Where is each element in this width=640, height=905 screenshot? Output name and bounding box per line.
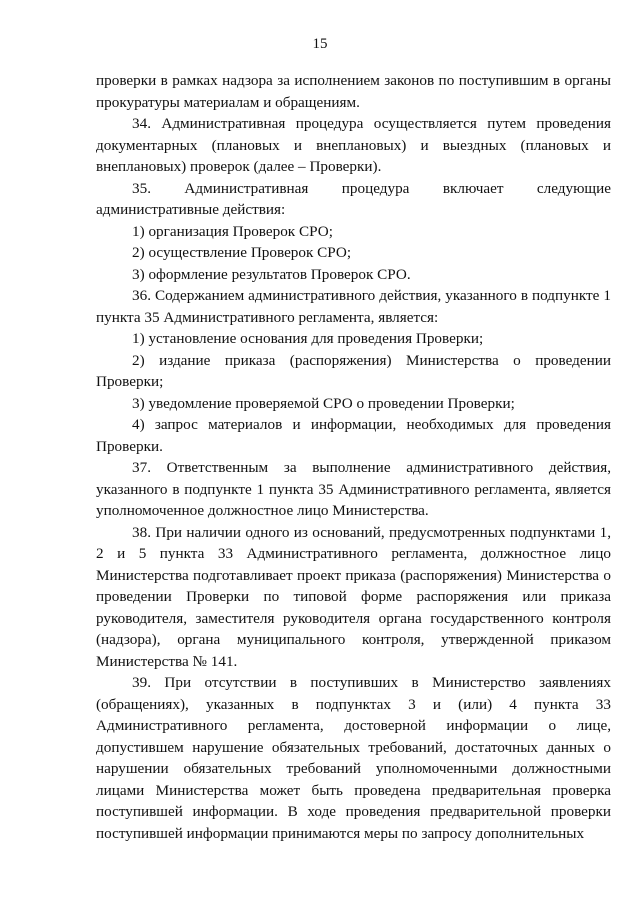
list-item: 1) организация Проверок СРО; — [132, 222, 333, 240]
list-item: 3) уведомление проверяемой СРО о проведении Проверки; — [132, 394, 515, 412]
paragraph-36: 36. Содержанием административного действия, указанного в подпункте 1 пункта 35 Административного регламента, является: — [96, 287, 611, 326]
paragraph-38: 38. При наличии одного из оснований, предусмотренных подпунктами 1, 2 и 5 пункта 33 Административного регламента, должностное лицо Министерства подготавливает проект приказа (распоряжения) Министерства о проведении Проверки по типовой форме распоряжения или приказа руководителя, заместителя руководителя органа государственного контроля (надзора), органа муниципального контроля, утвержденной приказом Министерства № 141. — [96, 523, 611, 670]
paragraph-34: 34. Административная процедура осуществляется путем проведения документарных (плановых и внеплановых) и выездных (плановых и внеплановых) проверок (далее – Проверки). — [96, 115, 611, 175]
list-item: 3) оформление результатов Проверок СРО. — [132, 265, 411, 283]
paragraph-37: 37. Ответственным за выполнение административного действия, указанного в подпункте 1 пункта 35 Административного регламента, является уполномоченное должностное лицо Министерства. — [96, 459, 611, 519]
paragraph-35: 35. Административная процедура включает следующие административные действия: — [96, 179, 611, 218]
paragraph-continuation: проверки в рамках надзора за исполнением законов по поступившим в органы прокуратуры материалам и обращениям. — [96, 72, 611, 111]
list-item: 1) установление основания для проведения Проверки; — [132, 330, 484, 347]
paragraph-39: 39. При отсутствии в поступивших в Министерство заявлениях (обращениях), указанных в подпунктах 3 и (или) 4 пункта 33 Административного регламента, достоверной информации о лице, допустившем нарушение обязательных требований, достаточных данных о нарушении обязательных требований уполномоченными должностными лицами Министерства может быть проведена предварительная проверка поступившей информации. В ходе проведения предварительной проверки поступившей информации принимаются меры по запросу дополнительных — [96, 674, 611, 842]
list-item: 4) запрос материалов и информации, необходимых для проведения Проверки. — [96, 416, 611, 455]
document-body — [96, 70, 611, 844]
list-item: 2) осуществление Проверок СРО; — [132, 244, 352, 261]
list-item: 2) издание приказа (распоряжения) Министерства о проведении Проверки; — [96, 351, 611, 390]
page-number: 15 — [312, 36, 328, 52]
